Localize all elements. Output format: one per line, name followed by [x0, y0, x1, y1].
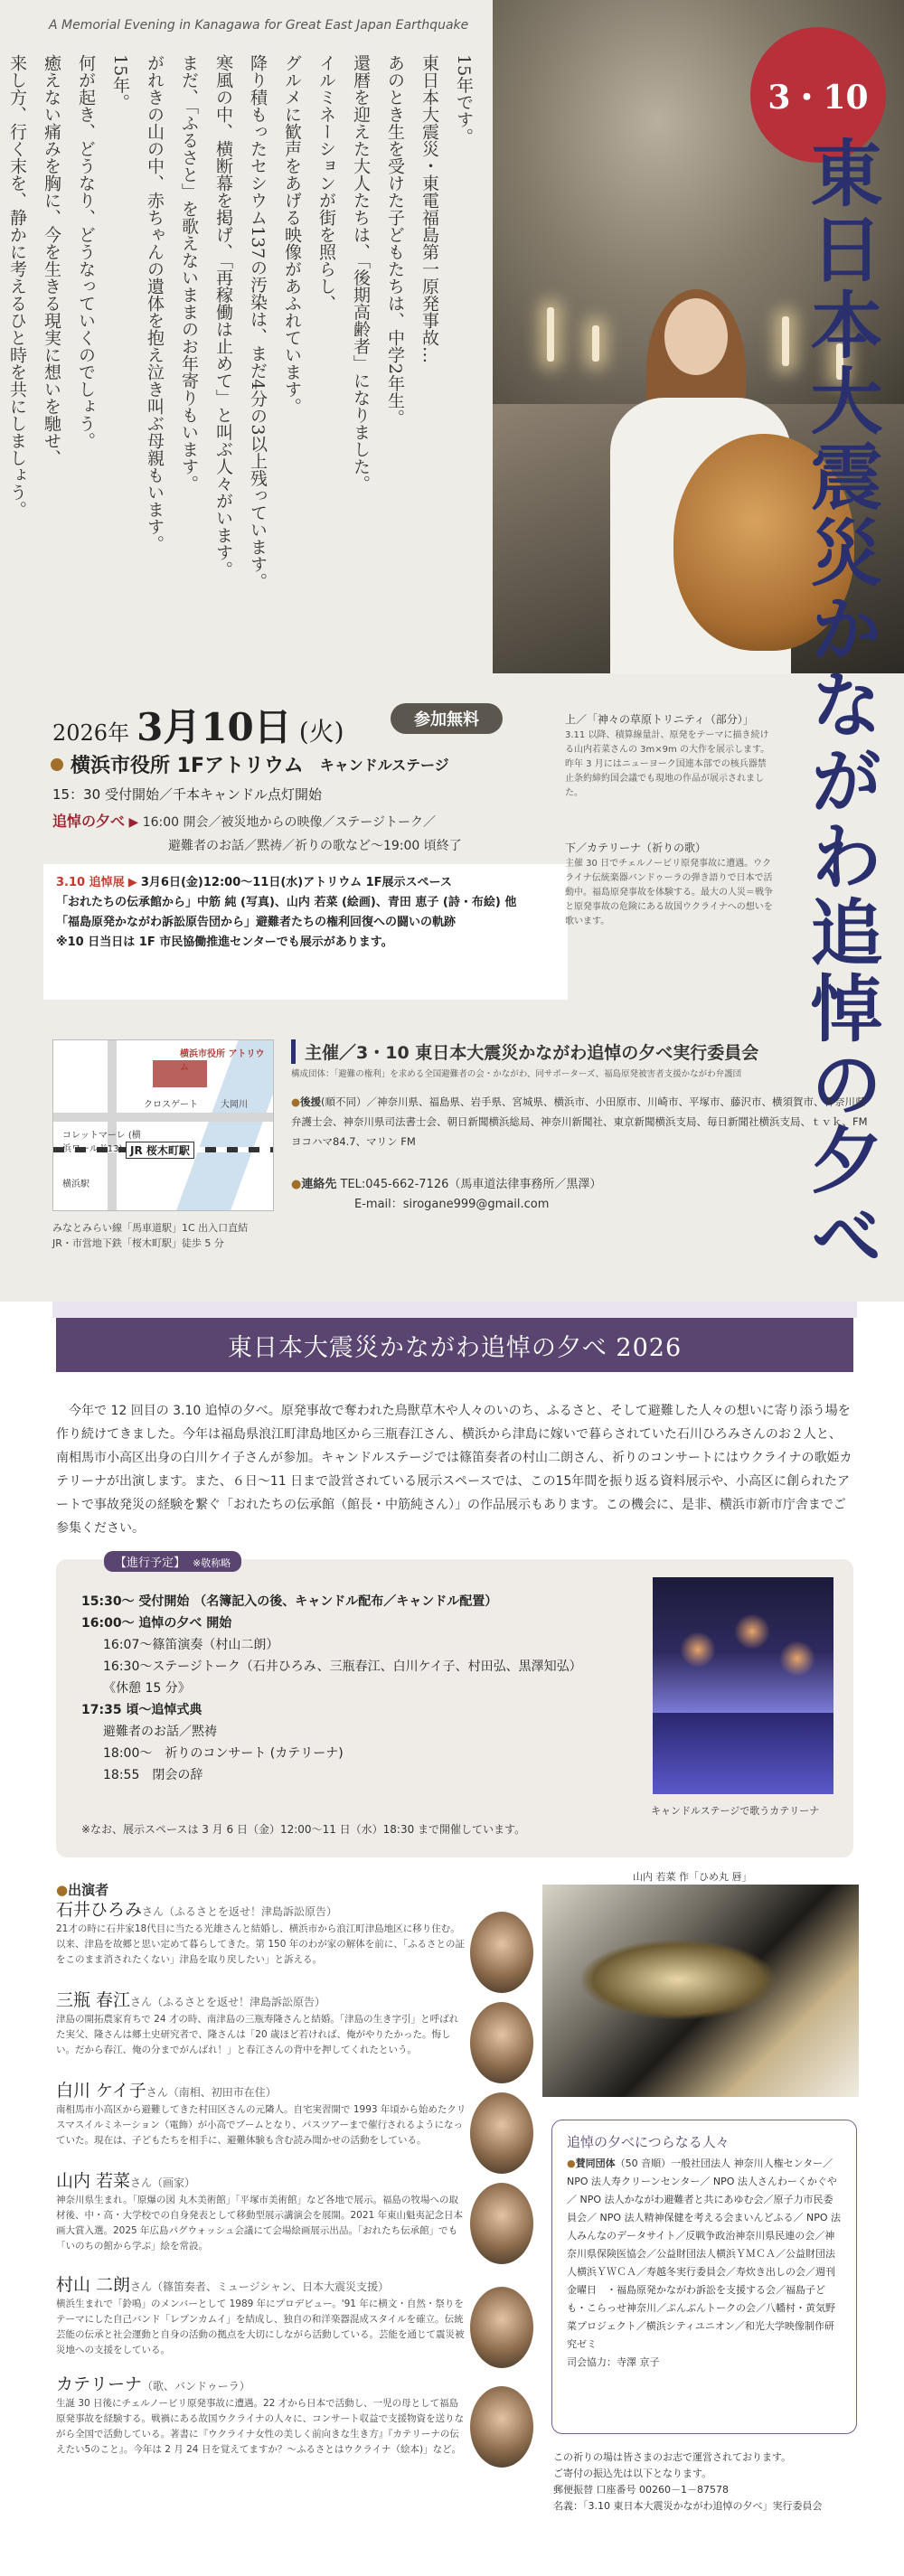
performer-name: 三瓶 春江: [56, 1990, 131, 2010]
bullet-icon: ●: [56, 1882, 69, 1898]
performer-item: [56, 2083, 467, 2148]
exhibit-label: 3.10 追悼展: [56, 876, 125, 889]
schedule-item: 16:30～ステージトーク（石井ひろみ、三瓶春江、白川ケイ子、村田弘、黒澤知弘）: [103, 1659, 582, 1674]
schedule-item: 16:07～篠笛演奏（村山二朗）: [103, 1638, 279, 1652]
performer-bio: 津島の開拓農家育ちで 24 才の時、南津島の三瓶寿隆さんと結婚。「津島の生き字引」と呼ばれた実父、隆さんは郷土史研究者で、隆さんは「20 歳ほど若ければ、俺がやりたかった。悔しい。だから春江、俺の分までがんばれ！」と春江さんの背中を押してくれたという。: [56, 2014, 459, 2055]
caption-painting-text: 3.11 以降、積算線量計、原発をテーマに描き続ける山内若菜さんの 3m×9m の大作を展示します。昨年 3 月にはニューヨーク国連本部での核兵器禁止条約締約国会議でも現地の作品が展示されました。: [565, 730, 770, 798]
performer-bio: 21才の時に石井家18代目に当たる光雄さんと結婚し、横浜市から浪江町津島地区に移り住む。以来、津島を故郷と思い定めて暮らしてきた。第 150 年のわが家の解体を前に、「ふるさとの証をこのまま消されたくない」津島を取り戻したい」と訴える。: [56, 1923, 465, 1965]
date-year: 2026年: [52, 720, 130, 746]
poem: [7, 54, 481, 633]
performer-name: 山内 若菜: [56, 2171, 131, 2191]
map-line-label: 横浜駅: [62, 1180, 89, 1189]
poem-line: グルメに歓声をあげる映像があふれています。: [282, 54, 302, 415]
performers-header: [56, 1880, 108, 1899]
avatar: [470, 2092, 533, 2174]
map-note2: JR・市営地下鉄「桜木町駅」徒歩 5 分: [52, 1237, 224, 1249]
painting-caption: 山内 若菜 作「ひめ丸 唇」: [633, 1871, 752, 1883]
mourning-label: 追悼の夕べ: [52, 813, 126, 830]
map-cross-label: クロスゲート: [144, 1100, 198, 1110]
schedule-item: 17:35 頃～追悼式典: [81, 1703, 202, 1717]
performer-role: （歌、バンドゥーラ）: [142, 2380, 250, 2393]
date-dow: (火): [298, 717, 344, 747]
poem-line: 何が起き、どうなり、どうなっていくのでしょう。: [76, 54, 96, 449]
exhibit-note: ※10 日当日は 1F 市民協働推進センターでも展示があります。: [56, 935, 393, 949]
performer-item: [56, 1900, 467, 1968]
avatar: [470, 2183, 533, 2264]
schedule-item: 避難者のお話／黙祷: [103, 1725, 217, 1739]
performers-header-label: 出演者: [68, 1882, 109, 1898]
poem-line: 15年。: [110, 54, 130, 111]
contact-email[interactable]: E-mail：sirogane999@gmail.com: [354, 1198, 550, 1211]
event-date: [52, 698, 344, 752]
bullet-icon: ●: [291, 1178, 302, 1191]
donation-info: [553, 2449, 857, 2515]
poem-line: 還暦を迎えた大人たちは、「後期高齢者」になりました。: [351, 54, 371, 493]
schedule-tag: [104, 1551, 241, 1572]
schedule-tag-label: 【進行予定】: [115, 1556, 186, 1570]
stage-photo-caption: キャンドルステージで歌うカテリーナ: [651, 1805, 820, 1817]
date-day: 3月10日: [137, 705, 292, 749]
exhibit-line1: 「おれたちの伝承館から」中筋 純 (写真)、山内 若菜 (絵画)、青田 恵子 (詩・布絵) 他: [56, 896, 517, 909]
bullet-icon: ●: [567, 2158, 576, 2169]
poem-line: 降り積もったセシウム137の汚染は、まだ4分の3以上残っています。: [248, 54, 268, 590]
performer-image: [574, 298, 809, 673]
performer-role: さん（南相、初田市在住）: [146, 2086, 277, 2099]
supporters-count: （50 音順）: [615, 2158, 672, 2169]
performer-bio: 生誕 30 日後にチェルノービリ原発事故に遭遇。22 才から日本で活動し、一児の母として福島原発事故を経験する。戦禍にある故国ウクライナの人々に、コンサート収益で支援物資を送りながら全国で活動している。著書に『ウクライナ女性の美しく前向きな生き方』『カテリーナの伝えたい5のこと』。今年は 2 月 24 日を覚えてますか？～ふるさとはウクライナ（絵本)」など。: [56, 2398, 465, 2455]
exhibit-line2: 「福島原発かながわ訴訟原告団から」避難者たちの権利回復への闘いの軌跡: [56, 916, 457, 929]
performer-bio: 横浜生まれで「鈴鳴」のメンバーとして 1989 年にプロデビュー。'91 年に横文・自然・祭りをテーマにした自己バンド「レプンカムイ」を結成し、独自の和洋楽器混成スタイルを確立。伝統芸能の伝承と社会運動と自身の活動の拠点を大切にしながら活動している。芸能を通じて震災被災地への支援をしている。: [56, 2299, 465, 2355]
schedule-item: 15:30～ 受付開始 （名簿記入の後、キャンドル配布／キャンドル配置）: [81, 1594, 498, 1609]
contact-label: 連絡先: [301, 1178, 337, 1191]
mourning-program: [52, 810, 541, 858]
sponsors-label: 後援: [300, 1095, 322, 1108]
caption-singer: [565, 841, 773, 929]
english-banner: A Memorial Evening in Kanagawa for Great East Japan Earthquake: [49, 18, 469, 33]
performer-name: 村山 二朗: [56, 2275, 131, 2295]
mourning-line1: 16:00 開会／被災地からの映像／ステージトーク／: [142, 815, 436, 830]
contact-tel: TEL:045-662-7126（馬車道法律事務所／黒澤）: [340, 1178, 602, 1191]
reception-time: 15：30 受付開始／千本キャンドル点灯開始: [52, 786, 322, 803]
schedule-tag-note: ※敬称略: [193, 1557, 231, 1569]
venue: [51, 750, 449, 778]
main-title: 東日本大震災かながわ追悼の夕べ: [798, 136, 883, 1274]
exhibit-dates: 3月6日(金)12:00～11日(水)アトリウム 1F展示スペース: [140, 876, 452, 889]
performer-name: 白川 ケイ子: [56, 2081, 146, 2101]
performer-item: [56, 2171, 467, 2254]
exhibit-box: 3.10 追悼展 ▶ 3月6日(金)12:00～11日(水)アトリウム 1F展示スペース 「おれたちの伝承館から」中筋 純 (写真)、山内 若菜 (絵画)、青田 恵子 (詩・布絵) 他 「福島原発かながわ訴訟原告団から」避難者たちの権利回復への闘いの軌跡 ※10 日当日は 1F 市民協働推進センターでも展示があります。: [43, 864, 568, 1000]
poem-line: がれきの山の中、赤ちゃんの遺体を抱え泣き叫ぶ母親もいます。: [145, 54, 165, 552]
poem-line: 15年です。: [454, 54, 474, 146]
caption-painting: [565, 712, 773, 801]
venue-sub: キャンドルステージ: [319, 757, 449, 774]
schedule-item: 18:00～ 祈りのコンサート (カテリーナ): [103, 1746, 344, 1761]
mourning-line2: 避難者のお話／黙祷／祈りの歌など～19:00 頃終了: [168, 839, 462, 853]
schedule-note: ※なお、展示スペースは 3 月 6 日（金）12:00～11 日（水）18:30 まで開催しています。: [81, 1823, 526, 1836]
poem-line: 来し方、行く末を、静かに考えるひと時を共にしましょう。: [7, 54, 27, 518]
venue-main: 横浜市役所 1Fアトリウム: [71, 755, 304, 777]
donation-line: 郵便振替 口座番号 00260－1－87578: [553, 2484, 729, 2496]
performer-item: [56, 2374, 467, 2458]
poem-line: イルミネーションが街を照らし、: [316, 54, 336, 312]
performer-bio: 南相馬市小高区から避難してきた村田区さんの元隣人。自宅実習開で 1993 年頃から始めたクリスマスイルミネーション（電飾）が小高でブームとなり、パスツアーまで催行されるようになっていた。現在は、子どもたちを相手に、避難体験も含む読み聞かせの活動をしている。: [56, 2104, 466, 2146]
badge-310: 3・10: [750, 27, 886, 163]
map-note1: みなとみらい線「馬車道駅」1C 出入口直結: [52, 1222, 249, 1234]
contact: [291, 1175, 870, 1215]
schedule-item: 16:00～ 追悼の夕べ 開始: [81, 1616, 232, 1631]
donation-line: この祈りの場は皆さまのお志で運営されております。: [553, 2451, 792, 2463]
schedule-item: 18:55 閉会の辞: [103, 1768, 203, 1782]
supporters-box: [551, 2120, 857, 2434]
poem-line: まだ、「ふるさと」を歌えないままのお年寄りもいます。: [179, 54, 199, 493]
poem-line: 寒風の中、横断幕を掲げ、「再稼働は止めて」と叫ぶ人々がいます。: [213, 54, 233, 578]
map-river-label: 大岡川: [221, 1100, 248, 1110]
avatar: [470, 2002, 533, 2083]
access-map: [52, 1039, 274, 1211]
painting-image: [542, 1885, 859, 2097]
performer-name: カテリーナ: [56, 2374, 143, 2394]
performer-bio: 神奈川県生まれ。「原爆の図 丸木美術館」「平塚市美術館」など各地で展示。福島の牧場への取材後、中・高・大学校での自身発表として移動型展示講演会を展開。2021 年東山魁夷記念日本画大賞入選。2025 年広島パグウォッシュ会議にて会場絵画展示出品。「おれたち伝承館」でも「いのちの館から学ぶ」絵を常設。: [56, 2195, 464, 2252]
donation-line: ご寄付の振込先は以下となります。: [553, 2468, 712, 2479]
stage-photo-lower: [653, 1713, 833, 1794]
donation-line: 名義：「3.10 東日本大震災かながわ追悼の夕べ」実行委員会: [553, 2500, 823, 2512]
performer-name: 石井ひろみ: [56, 1900, 143, 1920]
supporters-text: 一般社団法人 神奈川人権センター／ NPO 法人寿クリーンセンター／ NPO 法人さんわーくかぐや／ NPO 法人かながわ避難者と共にあゆむ会／原子力市民委員会／ NPO 法人精神保健を考える会まいんどふる／ NPO 法人みんなのデータサイト／反戦争政治神奈川県民連の会／神奈川県保険医協会／公益財団法人横浜ＹＭＣＡ／公益財団法人横浜ＹＷＣＡ／寿越冬実行委員会／寿炊き出しの会／週刊金曜日 ・福島原発かながわ訴訟を支援する会／福島子ども・こらっせ神奈川／ぷんぶんトークの会／八幡村・黄気野菜プロジェクト／横浜シティユニオン／和光大学映像制作研究ゼミ: [567, 2158, 842, 2350]
schedule-list: [81, 1591, 624, 1786]
performer-role: さん（ふるさとを返せ！津島訴訟原告）: [142, 1905, 338, 1918]
sponsors: [291, 1092, 870, 1152]
map-collette-label: コレットマーレ (横浜ワールド13): [62, 1131, 141, 1154]
map-note: [52, 1220, 248, 1251]
caption-painting-title: 上／「神々の草原トリニティ（部分）」: [565, 713, 754, 726]
organizer-desc: 構成団体：「避難の権利」を求める全国避難者の会・かながわ、同サポーターズ、福島原発被害者支援かながわ弁護団: [291, 1069, 742, 1079]
map-city-label: 横浜市役所 アトリウム: [180, 1049, 265, 1073]
avatar: [470, 2386, 533, 2468]
arrow-icon: ▶: [128, 815, 139, 830]
bullet-icon: [51, 758, 63, 771]
headline: 東日本大震災かながわ追悼の夕べ 2026: [56, 1318, 853, 1372]
avatar: [470, 2287, 533, 2368]
intro-text: 今年で 12 回目の 3.10 追悼の夕べ。原発事故で奪われた鳥獣草木や人々のいのち、ふるさと、そして避難した人々の想いに寄り添う場を作り続けてきました。今年は福島県浪江町津島地区から三瓶春江さん、横浜から津島に嫁いで暮らされていた石川ひろみさんのお２人と、南相馬市小高区出身の白川ケイ子さんが参加。キャンドルステージでは篠笛奏者の村山二朗さん、祈りのコンサートにはウクライナの歌姫カテリーナが出演します。また、６日～11 日まで設営されている展示スペースでは、この15年間を振り返る資料展示や、小高区に創られたアートで事故発災の経験を繋ぐ「おれたちの伝承館（館長・中筋純さん）」の作品展示もあります。この機会に、是非、横浜市新市庁舎までご参集ください。: [56, 1404, 852, 1536]
performer-item: [56, 1990, 467, 2058]
caption-singer-title: 下／カテリーナ（祈りの歌）: [565, 841, 707, 854]
supporters-writer: 司会協力：寺澤 京子: [567, 2356, 660, 2368]
performer-role: さん（ふるさとを返せ！津島訴訟原告）: [130, 1996, 326, 2008]
performer-role: さん（画家）: [130, 2176, 196, 2189]
performer-item: [56, 2275, 467, 2358]
bullet-icon: ●: [291, 1095, 301, 1108]
poem-line: 癒えない痛みを胸に、今を生きる現実に想いを馳せ、: [42, 54, 61, 466]
poem-line: あのとき生を受けた子どもたちは、中学2年生。: [385, 54, 405, 427]
free-badge: 参加無料: [391, 703, 503, 734]
caption-singer-text: 主催 30 日でチェルノービリ原発事故に遭遇。ウクライナ伝統楽器バンドゥーラの弾き語りで日本で活動中。福島原発事故を体験する。最大の人災＝戦争と原発事故の危険にある故国ウクライナへの想いを歌います。: [565, 859, 773, 926]
performer-role: さん（篠笛奏者、ミュージシャン、日本大震災支援）: [130, 2280, 390, 2293]
schedule-item: 《休憩 15 分》: [103, 1681, 191, 1696]
stage-photo: [653, 1577, 833, 1713]
sponsors-text: (順不同）／神奈川県、福島県、岩手県、宮城県、横浜市、小田原市、川崎市、平塚市、藤沢市、横須賀市、神奈川県弁護士会、神奈川県司法書士会、朝日新聞横浜総局、神奈川新聞社、東京新聞横浜支局、毎日新聞社横浜支局、ｔｖｋ、FMヨコハマ84.7、マリン FM: [291, 1095, 868, 1148]
header-strip: [52, 1302, 857, 1318]
organizer: 主催／3・10 東日本大震災かながわ追悼の夕べ実行委員会: [291, 1039, 870, 1064]
poem-line: 東日本大震災・東電福島第一原発事故…: [419, 54, 439, 363]
supporters-label: 賛同団体: [575, 2158, 616, 2169]
map-station-label: JR 桜木町駅: [126, 1142, 194, 1159]
avatar: [470, 1912, 533, 1993]
supporters-title: 追悼の夕べにつらなる人々: [567, 2134, 730, 2150]
